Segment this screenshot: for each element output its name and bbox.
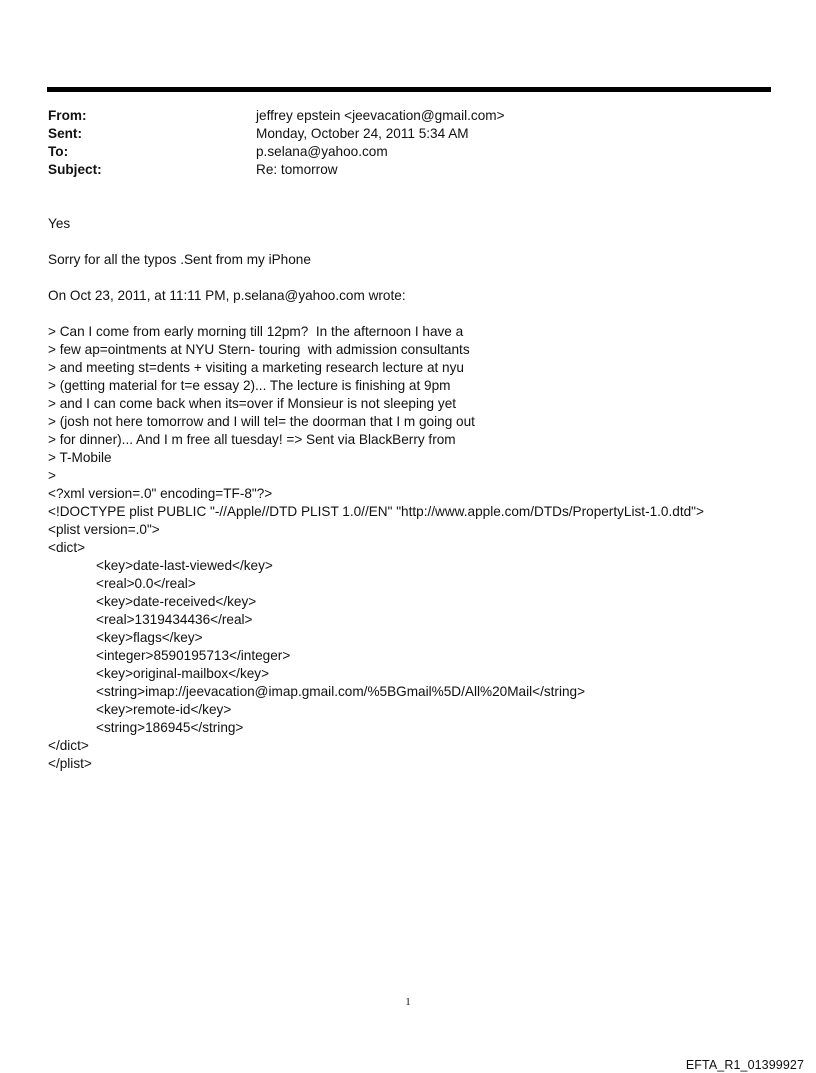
sent-row bbox=[48, 125, 748, 143]
subject-value: Re: tomorrow bbox=[256, 162, 338, 177]
subject-label: Subject: bbox=[48, 162, 102, 177]
sent-label: Sent: bbox=[48, 126, 82, 141]
plist-close-tag: </plist> bbox=[48, 756, 92, 771]
subject-row bbox=[48, 161, 748, 179]
quoted-line: > (josh not here tomorrow and I will tel= the doorman that I m going out bbox=[48, 414, 475, 429]
dict-close-tag: </dict> bbox=[48, 738, 89, 753]
from-row bbox=[48, 107, 748, 125]
quoted-message bbox=[48, 323, 778, 485]
page-number: 1 bbox=[405, 996, 411, 1008]
sent-value: Monday, October 24, 2011 5:34 AM bbox=[256, 126, 469, 141]
quoted-line: > (getting material for t=e essay 2)... The lecture is finishing at 9pm bbox=[48, 378, 451, 393]
to-label: To: bbox=[48, 144, 69, 159]
dict-entry: <integer>8590195713</integer> bbox=[96, 648, 291, 663]
dict-entry: <real>0.0</real> bbox=[96, 576, 196, 591]
email-body bbox=[48, 215, 778, 773]
from-value: jeffrey epstein <jeevacation@gmail.com> bbox=[256, 108, 505, 123]
xml-declaration: <?xml version=.0" encoding=TF-8"?> bbox=[48, 486, 273, 501]
from-label: From: bbox=[48, 108, 87, 123]
to-row bbox=[48, 143, 748, 161]
to-value: p.selana@yahoo.com bbox=[256, 144, 388, 159]
dict-open-tag: <dict> bbox=[48, 540, 86, 555]
dict-entry: <real>1319434436</real> bbox=[96, 612, 253, 627]
plist-block bbox=[48, 485, 778, 773]
plist-doctype: <!DOCTYPE plist PUBLIC "-//Apple//DTD PLIST 1.0//EN" "http://www.apple.com/DTDs/PropertyList-1.0.dtd"> bbox=[48, 504, 704, 519]
reply-text: Yes bbox=[48, 216, 71, 231]
quoted-line: > for dinner)... And I m free all tuesday! => Sent via BlackBerry from bbox=[48, 432, 456, 447]
document-id: EFTA_R1_01399927 bbox=[685, 1058, 804, 1072]
dict-entry: <key>original-mailbox</key> bbox=[96, 666, 270, 681]
plist-open-tag: <plist version=.0"> bbox=[48, 522, 160, 537]
signature-text: Sorry for all the typos .Sent from my iPhone bbox=[48, 252, 311, 267]
quoted-line: > Can I come from early morning till 12pm? In the afternoon I have a bbox=[48, 324, 464, 339]
quoted-line: > and meeting st=dents + visiting a marketing research lecture at nyu bbox=[48, 360, 464, 375]
attribution-line: On Oct 23, 2011, at 11:11 PM, p.selana@yahoo.com wrote: bbox=[48, 288, 406, 303]
dict-entry: <string>186945</string> bbox=[96, 720, 244, 735]
quoted-line: > T-Mobile bbox=[48, 450, 112, 465]
dict-entry: <string>imap://jeevacation@imap.gmail.com/%5BGmail%5D/All%20Mail</string> bbox=[96, 684, 586, 699]
dict-entry: <key>date-received</key> bbox=[96, 594, 257, 609]
quoted-line: > and I can come back when its=over if Monsieur is not sleeping yet bbox=[48, 396, 457, 411]
dict-entry: <key>remote-id</key> bbox=[96, 702, 232, 717]
header-rule bbox=[47, 87, 771, 92]
quoted-line: > bbox=[48, 468, 56, 483]
dict-entry: <key>date-last-viewed</key> bbox=[96, 558, 273, 573]
dict-entry: <key>flags</key> bbox=[96, 630, 203, 645]
quoted-line: > few ap=ointments at NYU Stern- touring with admission consultants bbox=[48, 342, 470, 357]
email-header bbox=[48, 107, 748, 179]
